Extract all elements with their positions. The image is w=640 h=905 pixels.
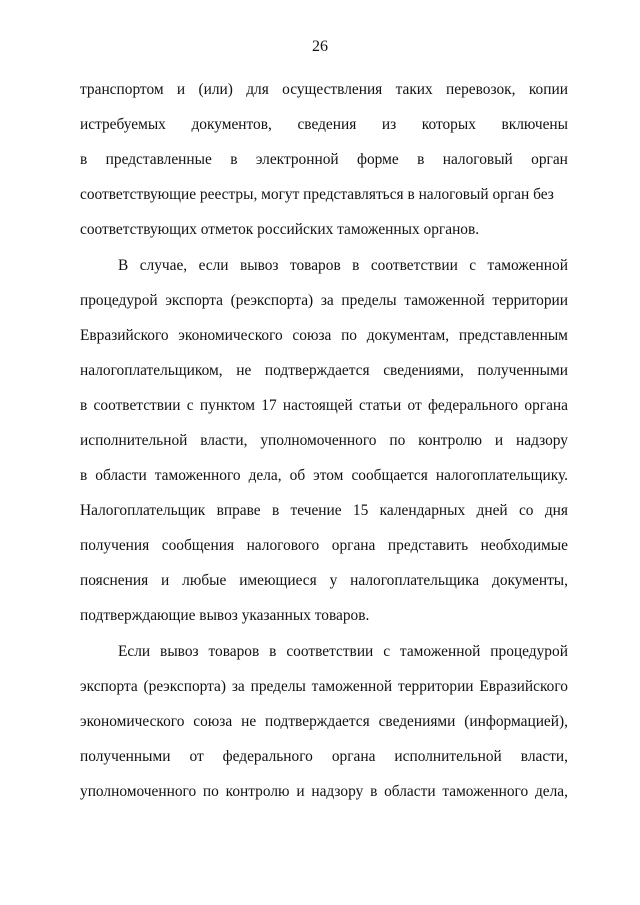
- word: дня: [544, 502, 568, 519]
- word: контролю: [418, 432, 483, 449]
- word: органа: [524, 397, 568, 414]
- paragraph-1-line-5: соответствующих отметок российских таможенных органов.: [80, 221, 480, 238]
- word: уполномоченного: [260, 432, 377, 449]
- word: в: [271, 502, 280, 519]
- word: любые: [182, 572, 227, 589]
- word: союза: [193, 713, 233, 730]
- word: области: [384, 783, 436, 800]
- word: Налогоплательщик: [80, 502, 206, 519]
- word: об: [289, 467, 306, 484]
- word: сведения: [297, 116, 357, 133]
- word: по: [341, 327, 357, 344]
- word: надзору: [516, 432, 568, 449]
- word: представленным: [458, 327, 568, 344]
- word: в: [80, 397, 88, 414]
- word: имеющиеся: [239, 572, 317, 589]
- word: этом: [313, 467, 344, 484]
- word: пределы: [341, 292, 397, 309]
- word: налоговый: [442, 151, 513, 168]
- word: статьи: [359, 397, 402, 414]
- word: подтверждается: [265, 713, 370, 730]
- word: со: [518, 502, 534, 519]
- word: от: [407, 397, 422, 414]
- word: которых: [421, 116, 476, 133]
- paragraph-3-line-1: [118, 642, 568, 662]
- word: орган: [531, 151, 568, 168]
- word: дела,: [534, 783, 568, 800]
- word: электронной: [255, 151, 339, 168]
- word: таможенной: [404, 292, 485, 309]
- word: в: [417, 151, 425, 168]
- word: в: [269, 643, 277, 660]
- word: сведениями: [378, 713, 456, 730]
- word: федерального: [427, 397, 519, 414]
- word: экономического: [178, 327, 283, 344]
- word: пояснения: [80, 572, 149, 589]
- word: документов,: [191, 116, 272, 133]
- paragraph-2-line-1: [118, 256, 568, 276]
- word: товаров: [289, 257, 341, 274]
- word: случае,: [139, 257, 188, 274]
- word: и: [176, 81, 186, 98]
- word: территории: [492, 292, 568, 309]
- word: для: [246, 81, 269, 98]
- word: не: [236, 362, 252, 379]
- word: органа: [331, 748, 376, 765]
- paragraph-1-line-3: [80, 150, 568, 170]
- word: (или): [198, 81, 233, 98]
- word: подтверждается: [264, 362, 370, 379]
- paragraph-2-line-6: [80, 431, 568, 451]
- word: полученными: [477, 362, 568, 379]
- word: из: [381, 116, 397, 133]
- word: власти,: [200, 432, 248, 449]
- word: 15: [352, 502, 369, 519]
- word: исполнительной: [80, 432, 188, 449]
- paragraph-3-line-4: [80, 747, 568, 767]
- word: таможенной: [399, 643, 481, 660]
- word: представить: [387, 537, 469, 554]
- paragraph-1-line-1: [80, 80, 568, 100]
- word: необходимые: [480, 537, 568, 554]
- word: экспорта: [165, 292, 224, 309]
- paragraph-2-line-5: [80, 396, 568, 416]
- word: с: [383, 643, 391, 660]
- word: налогоплательщиком,: [80, 362, 223, 379]
- paragraph-2-line-2: [80, 291, 568, 311]
- word: истребуемых: [80, 116, 166, 133]
- word: документы,: [491, 572, 568, 589]
- word: экспорта: [80, 678, 138, 695]
- word: форме: [357, 151, 399, 168]
- word: процедурой: [80, 292, 158, 309]
- word: по: [202, 783, 219, 800]
- word: за: [231, 678, 245, 695]
- word: и: [494, 432, 504, 449]
- word: таможенного: [154, 467, 241, 484]
- paragraph-1-line-2: [80, 115, 568, 135]
- word: в: [230, 151, 238, 168]
- word: соответствии: [93, 397, 181, 414]
- word: власти,: [520, 748, 568, 765]
- paragraph-2-line-11: подтверждающие вывоз указанных товаров.: [80, 607, 370, 624]
- word: дней: [476, 502, 508, 519]
- word: настоящей: [282, 397, 353, 414]
- word: исполнительной: [394, 748, 502, 765]
- word: (информацией),: [464, 713, 568, 730]
- word: с: [186, 397, 194, 414]
- word: соответствии: [286, 643, 374, 660]
- word: течение: [290, 502, 342, 519]
- word: союза: [292, 327, 332, 344]
- word: налогоплательщику.: [435, 467, 568, 484]
- word: территории: [397, 678, 474, 695]
- word: вывоз: [160, 643, 199, 660]
- word: (реэкспорта): [230, 292, 314, 309]
- page-number: 26: [312, 38, 328, 55]
- word: и: [161, 572, 170, 589]
- word: товаров: [208, 643, 260, 660]
- word: таможенной: [487, 257, 568, 274]
- word: пунктом: [199, 397, 255, 414]
- word: сведениями,: [383, 362, 464, 379]
- word: представленные: [105, 151, 212, 168]
- word: и: [296, 783, 305, 800]
- word: Евразийского: [479, 678, 568, 695]
- paragraph-2-line-8: [80, 501, 568, 521]
- word: документам,: [366, 327, 450, 344]
- word: у: [329, 572, 338, 589]
- word: осуществления: [282, 81, 383, 98]
- word: соответствии: [370, 257, 458, 274]
- word: экономического: [80, 713, 185, 730]
- word: сообщения: [161, 537, 235, 554]
- word: в: [80, 151, 88, 168]
- word: таких: [395, 81, 433, 98]
- word: в: [80, 467, 88, 484]
- word: в: [352, 257, 360, 274]
- word: Евразийского: [80, 327, 169, 344]
- word: за: [320, 292, 334, 309]
- word: органа: [331, 537, 376, 554]
- word: перевозок,: [446, 81, 516, 98]
- paragraph-2-line-4: [80, 361, 568, 381]
- word: полученными: [80, 748, 171, 765]
- word: таможенного: [442, 783, 529, 800]
- word: сообщается: [351, 467, 428, 484]
- word: федерального: [222, 748, 313, 765]
- word: Если: [118, 643, 151, 660]
- paragraph-3-line-3: [80, 712, 568, 732]
- word: не: [241, 713, 257, 730]
- paragraph-1-line-4: соответствующие реестры, могут представляться в налоговый орган без: [80, 186, 554, 203]
- word: налогового: [246, 537, 320, 554]
- word: (реэкспорта): [143, 678, 227, 695]
- paragraph-2-line-3: [80, 326, 568, 346]
- word: уполномоченного: [80, 783, 197, 800]
- paragraph-2-line-7: [80, 466, 568, 486]
- word: вправе: [216, 502, 261, 519]
- word: дела,: [248, 467, 282, 484]
- word: В: [118, 257, 129, 274]
- word: календарных: [379, 502, 466, 519]
- word: таможенной: [311, 678, 393, 695]
- word: надзору: [311, 783, 364, 800]
- word: включены: [501, 116, 568, 133]
- paragraph-2-line-10: [80, 571, 568, 591]
- word: если: [198, 257, 229, 274]
- word: вывоз: [239, 257, 279, 274]
- word: в: [370, 783, 378, 800]
- word: пределы: [250, 678, 306, 695]
- word: от: [189, 748, 204, 765]
- word: налогоплательщика: [350, 572, 480, 589]
- word: получения: [80, 537, 150, 554]
- paragraph-3-line-5: [80, 782, 568, 802]
- word: транспортом: [80, 81, 164, 98]
- word: 17: [261, 397, 277, 414]
- word: копии: [528, 81, 568, 98]
- word: с: [469, 257, 477, 274]
- word: области: [95, 467, 147, 484]
- paragraph-2-line-9: [80, 536, 568, 556]
- paragraph-3-line-2: [80, 677, 568, 697]
- word: контролю: [225, 783, 290, 800]
- word: процедурой: [490, 643, 568, 660]
- word: по: [389, 432, 406, 449]
